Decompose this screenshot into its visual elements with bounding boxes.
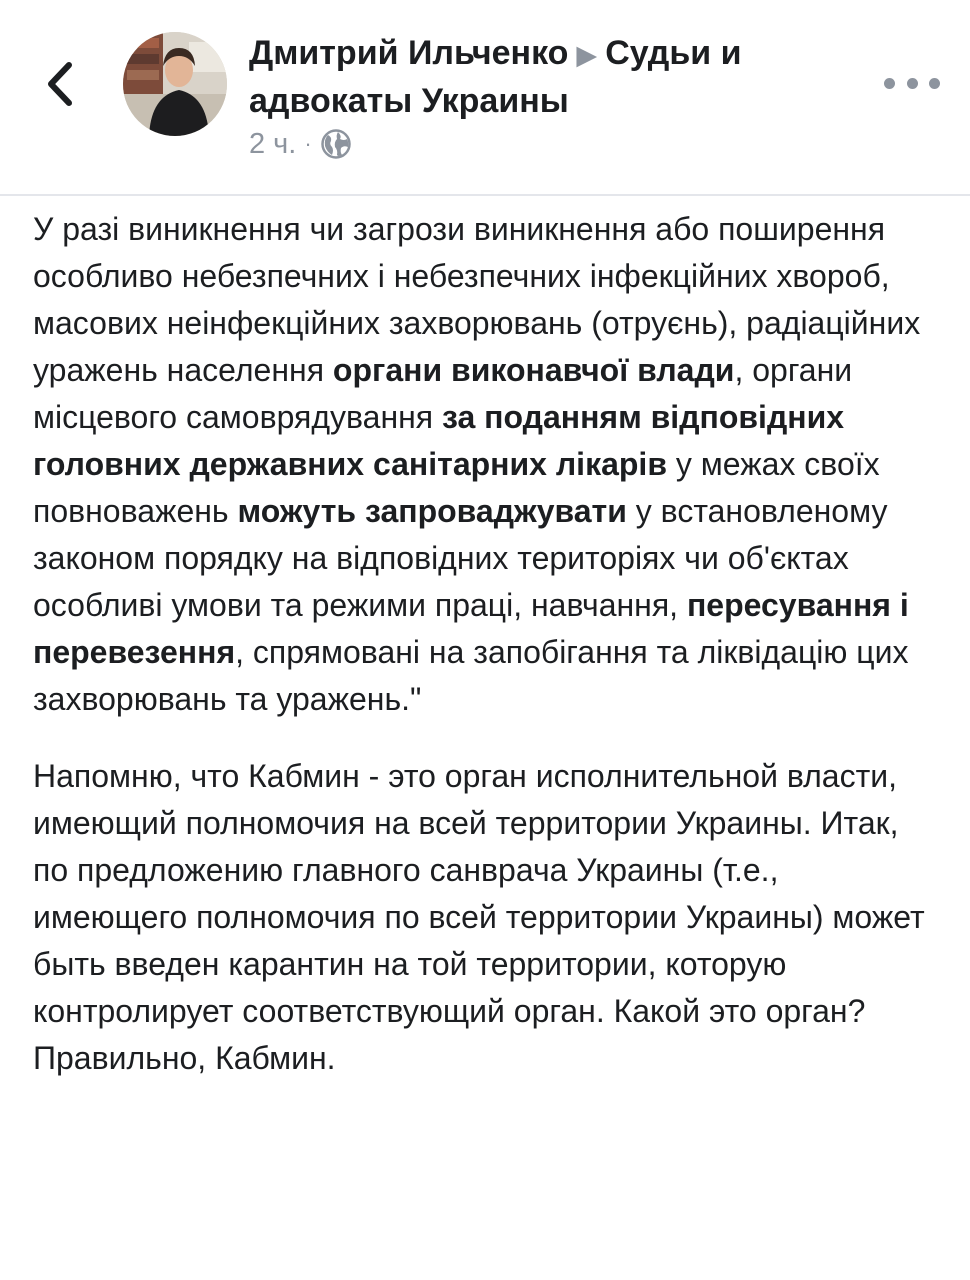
post-meta	[249, 124, 352, 164]
more-dot-icon	[884, 78, 895, 89]
bold-text-segment: за поданням відповідних головних державних санітарних лікарів	[33, 399, 845, 482]
bold-text-segment: пересування і перевезення	[33, 587, 909, 670]
group-name-link[interactable]: Судьи и адвокаты Украины	[249, 34, 742, 120]
bold-text-segment: органи виконавчої влади	[332, 352, 735, 388]
header-divider	[0, 194, 970, 196]
post-title	[249, 30, 859, 124]
post-paragraph-1	[33, 206, 938, 723]
post-timestamp[interactable]: 2 ч.	[249, 127, 297, 160]
chevron-left-icon	[45, 61, 75, 107]
text-segment: У разі виникнення чи загрози виникнення або поширення особливо небезпечних і небезпечних інфекційних хвороб, масових неінфекційних захворювань (отруєнь), радіаційних уражень населення	[33, 211, 921, 388]
text-segment: , спрямовані на запобігання та ліквідацію цих захворювань та уражень."	[33, 634, 909, 717]
text-segment: , органи місцевого самоврядування	[33, 352, 853, 435]
post-paragraph-2: Напомню, что Кабмин - это орган исполнительной власти, имеющий полномочия на всей территории Украины. Итак, по предложению главного санврача Украины (т.е., имеющего полномочия по всей территории Украины) может быть введен карантин на той территории, которую контролирует соответствующий орган. Какой это орган? Правильно, Кабмин.	[33, 758, 925, 1076]
more-dot-icon	[929, 78, 940, 89]
text-segment: у межах своїх повноважень	[33, 446, 880, 529]
more-dot-icon	[907, 78, 918, 89]
post-header	[0, 0, 970, 196]
author-name-link[interactable]: Дмитрий Ильченко	[249, 34, 569, 72]
meta-separator: ·	[304, 131, 312, 156]
post-text	[33, 206, 938, 1112]
text-segment: у встановленому законом порядку на відповідних територіях чи об'єктах особливі умови та режими праці, навчання,	[33, 493, 888, 623]
globe-icon	[320, 128, 352, 160]
back-button[interactable]	[36, 58, 84, 110]
author-photo	[123, 32, 227, 136]
bold-text-segment: можуть запроваджувати	[237, 493, 627, 529]
author-avatar[interactable]	[123, 32, 227, 136]
more-options-button[interactable]	[884, 66, 940, 100]
group-arrow-icon: ▶	[576, 40, 598, 70]
